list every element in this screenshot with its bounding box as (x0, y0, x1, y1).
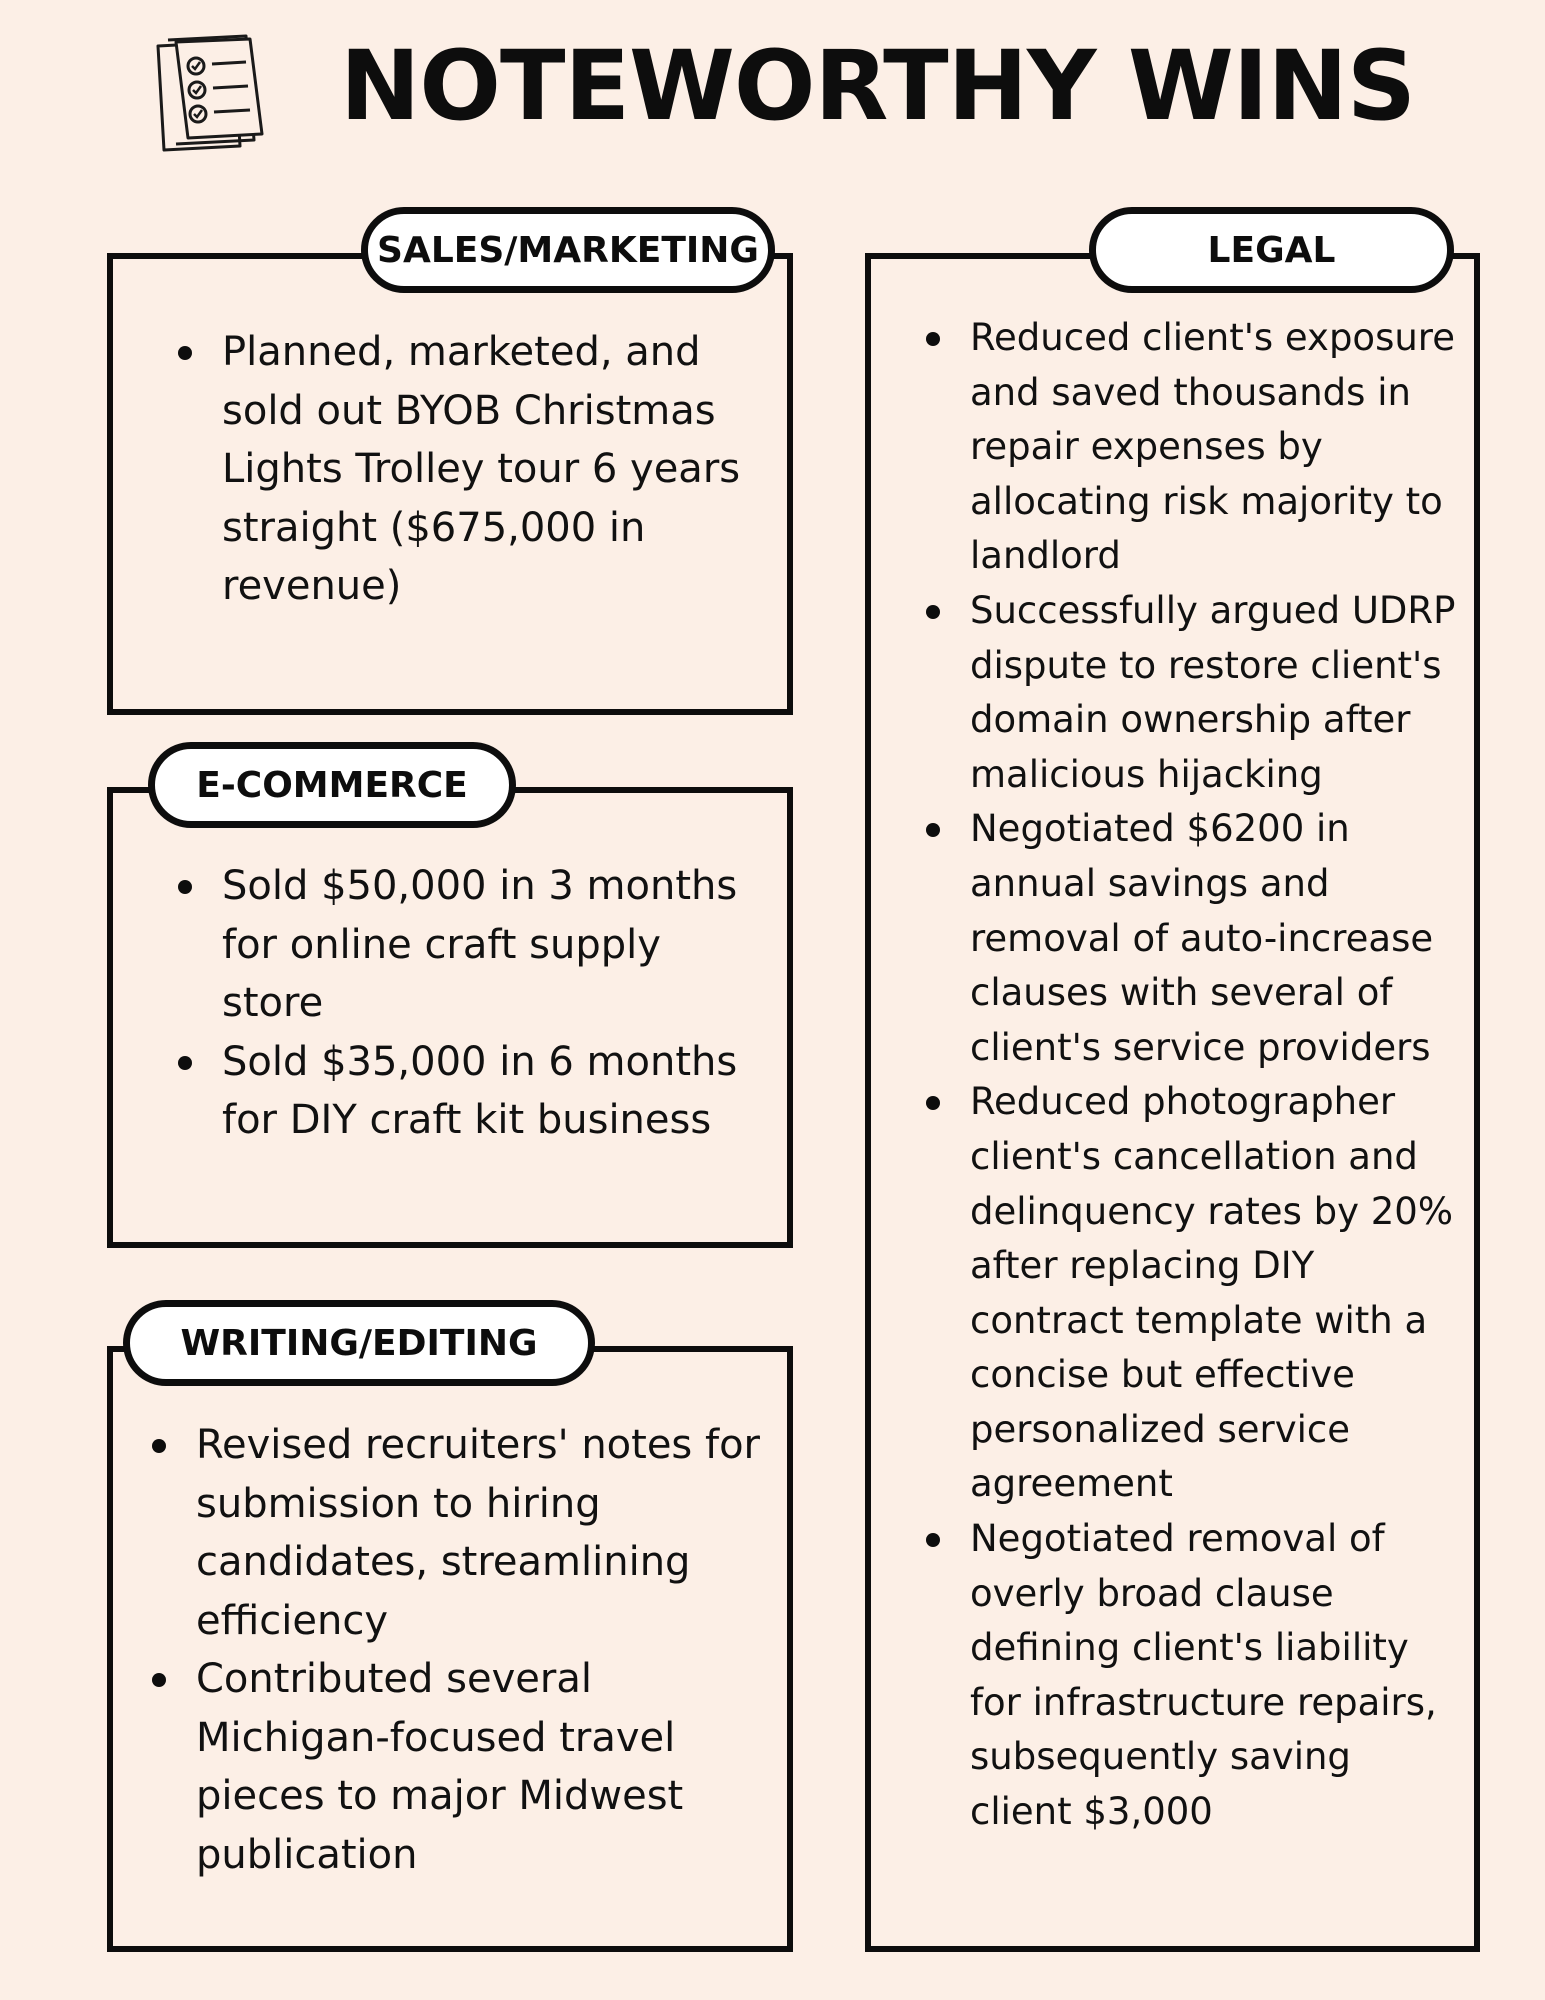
sales-marketing-list (178, 323, 768, 616)
page-title: NOTEWORTHY WINS (340, 30, 1415, 142)
list-item: Reduced photographer client's cancellation and delinquency rates by 20% after replacing DIY contract template with a concise but effective personalized service agreement (926, 1075, 1462, 1512)
sales-marketing-label: SALES/MARKETING (361, 207, 775, 293)
list-item: Negotiated removal of overly broad clause defining client's liability for infrastructure repairs, subsequently saving client $3,000 (926, 1512, 1462, 1840)
page-header (0, 0, 1545, 170)
ecommerce-label: E-COMMERCE (148, 742, 516, 828)
checklist-document-icon (150, 34, 270, 156)
list-item: Revised recruiters' notes for submission to hiring candidates, streamlining efficiency (152, 1416, 772, 1650)
list-item: Negotiated $6200 in annual savings and removal of auto-increase clauses with several of client's service providers (926, 802, 1462, 1075)
writing-editing-label: WRITING/EDITING (123, 1300, 595, 1386)
list-item: Successfully argued UDRP dispute to restore client's domain ownership after malicious hijacking (926, 584, 1462, 802)
writing-editing-list (152, 1416, 772, 1884)
legal-list (926, 311, 1462, 1840)
list-item: Sold $50,000 in 3 months for online craft supply store (178, 857, 768, 1033)
ecommerce-list (178, 857, 768, 1150)
legal-label: LEGAL (1089, 207, 1454, 293)
list-item: Planned, marketed, and sold out BYOB Christmas Lights Trolley tour 6 years straight ($675,000 in revenue) (178, 323, 768, 616)
list-item: Sold $35,000 in 6 months for DIY craft kit business (178, 1033, 768, 1150)
list-item: Reduced client's exposure and saved thousands in repair expenses by allocating risk majority to landlord (926, 311, 1462, 584)
list-item: Contributed several Michigan-focused travel pieces to major Midwest publication (152, 1650, 772, 1884)
